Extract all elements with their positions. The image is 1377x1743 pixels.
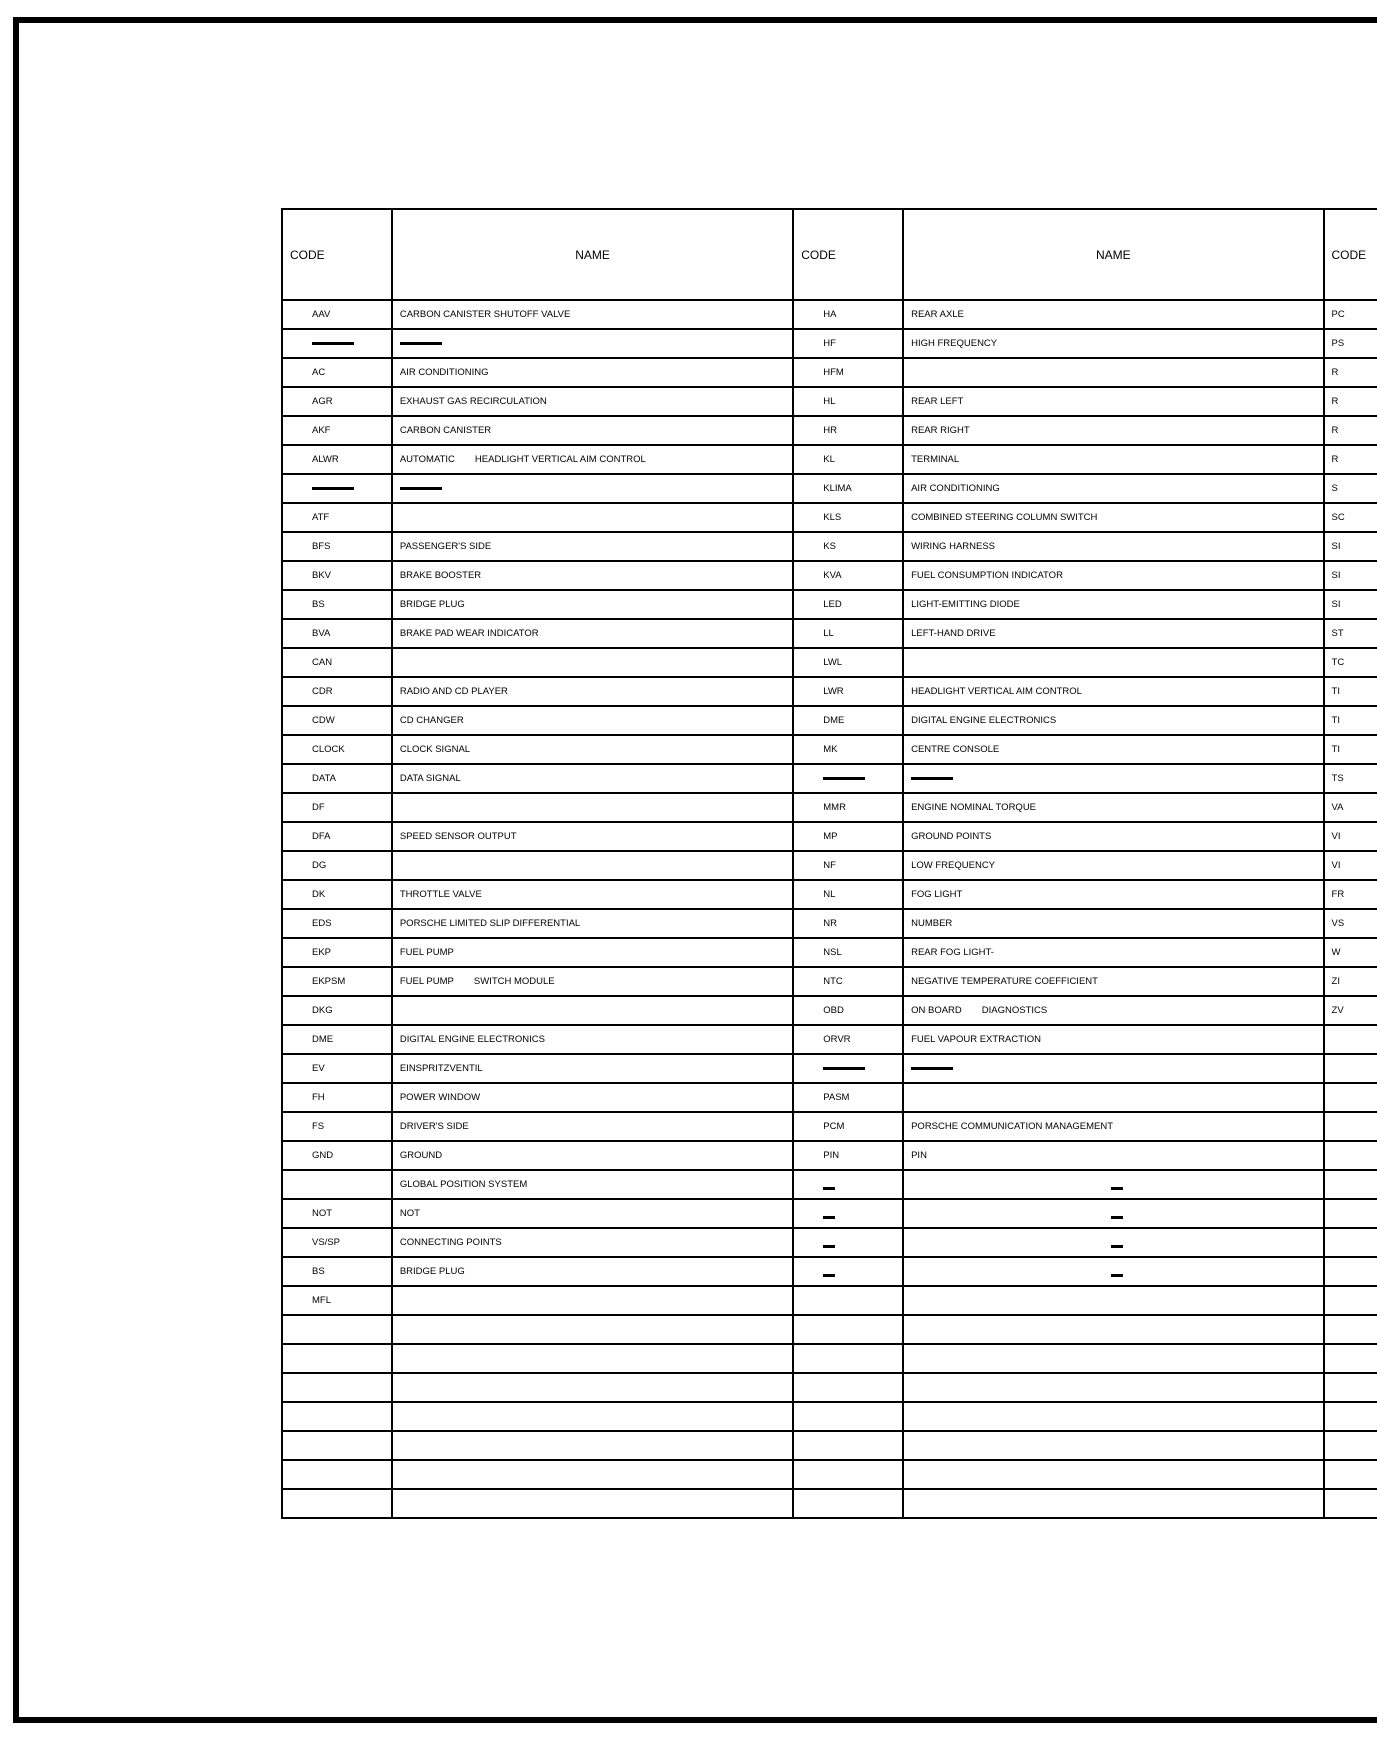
table-row: [282, 300, 1377, 329]
name-cell: [392, 474, 793, 503]
code-cell: [793, 1170, 903, 1199]
code-cell: ST: [1324, 619, 1377, 648]
code-cell: MK: [793, 735, 903, 764]
code-cell: [793, 1431, 903, 1460]
code-cell: DK: [282, 880, 392, 909]
name-cell: THROTTLE VALVE: [392, 880, 793, 909]
name-cell: REAR AXLE: [903, 300, 1323, 329]
name-cell: [392, 1286, 793, 1315]
code-cell: ZV: [1324, 996, 1377, 1025]
code-cell: ALWR: [282, 445, 392, 474]
table-row: [282, 329, 1377, 358]
name-cell: REAR FOG LIGHT-: [903, 938, 1323, 967]
name-cell: NEGATIVE TEMPERATURE COEFFICIENT: [903, 967, 1323, 996]
code-cell: SI: [1324, 590, 1377, 619]
code-cell: [793, 1460, 903, 1489]
code-cell: NF: [793, 851, 903, 880]
name-cell: [903, 1431, 1323, 1460]
code-cell: VS: [1324, 909, 1377, 938]
name-cell: HEADLIGHT VERTICAL AIM CONTROL: [903, 677, 1323, 706]
name-cell: ENGINE NOMINAL TORQUE: [903, 793, 1323, 822]
table-row: [282, 735, 1377, 764]
code-cell: EDS: [282, 909, 392, 938]
name-cell: BRIDGE PLUG: [392, 1257, 793, 1286]
name-cell: NOT: [392, 1199, 793, 1228]
name-part: DIAGNOSTICS: [981, 1005, 1048, 1016]
code-cell: [793, 1286, 903, 1315]
table-row: [282, 1170, 1377, 1199]
name-cell: [392, 1460, 793, 1489]
short-dash-mark: [823, 1245, 835, 1248]
code-cell: MMR: [793, 793, 903, 822]
table-row: [282, 1083, 1377, 1112]
name-cell: [392, 503, 793, 532]
name-cell: CARBON CANISTER SHUTOFF VALVE: [392, 300, 793, 329]
code-cell: TS: [1324, 764, 1377, 793]
code-cell: KL: [793, 445, 903, 474]
code-cell: NSL: [793, 938, 903, 967]
table-row: [282, 590, 1377, 619]
code-cell: LWL: [793, 648, 903, 677]
name-cell: NUMBER: [903, 909, 1323, 938]
dash-mark: [312, 487, 354, 490]
name-cell: [903, 648, 1323, 677]
dash-mark: [400, 487, 442, 490]
code-cell: [1324, 1344, 1377, 1373]
code-cell: CDW: [282, 706, 392, 735]
short-dash-mark: [1111, 1245, 1123, 1248]
code-cell: KVA: [793, 561, 903, 590]
code-cell: [282, 1402, 392, 1431]
table-row: [282, 1489, 1377, 1518]
name-cell: WIRING HARNESS: [903, 532, 1323, 561]
table-row: [282, 1054, 1377, 1083]
name-cell: [392, 1344, 793, 1373]
code-header-2: CODE: [793, 209, 903, 300]
code-cell: PS: [1324, 329, 1377, 358]
code-cell: CLOCK: [282, 735, 392, 764]
code-cell: NOT: [282, 1199, 392, 1228]
short-dash-mark: [823, 1187, 835, 1190]
short-dash-mark: [1111, 1187, 1123, 1190]
code-cell: [1324, 1460, 1377, 1489]
table-row: [282, 677, 1377, 706]
name-cell: [392, 967, 793, 996]
name-cell: CENTRE CONSOLE: [903, 735, 1323, 764]
name-cell: EXHAUST GAS RECIRCULATION: [392, 387, 793, 416]
code-header-3: CODE: [1324, 209, 1377, 300]
short-dash-mark: [823, 1274, 835, 1277]
name-header-1: NAME: [392, 209, 793, 300]
code-cell: GND: [282, 1141, 392, 1170]
code-cell: [1324, 1315, 1377, 1344]
code-cell: [1324, 1489, 1377, 1518]
code-cell: SC: [1324, 503, 1377, 532]
code-cell: AKF: [282, 416, 392, 445]
code-cell: [1324, 1025, 1377, 1054]
dash-mark: [312, 342, 354, 345]
table-row: [282, 1025, 1377, 1054]
code-cell: [282, 1315, 392, 1344]
name-cell: [392, 1489, 793, 1518]
abbreviation-table: [281, 208, 1377, 1519]
code-cell: KS: [793, 532, 903, 561]
name-cell: CLOCK SIGNAL: [392, 735, 793, 764]
code-cell: [282, 329, 392, 358]
name-cell: [903, 1373, 1323, 1402]
name-cell: [903, 358, 1323, 387]
table-row: [282, 1315, 1377, 1344]
short-dash-mark: [1111, 1274, 1123, 1277]
code-cell: OBD: [793, 996, 903, 1025]
name-cell: GLOBAL POSITION SYSTEM: [392, 1170, 793, 1199]
code-cell: [1324, 1083, 1377, 1112]
table-row: [282, 1257, 1377, 1286]
table-row: [282, 1228, 1377, 1257]
code-cell: EKP: [282, 938, 392, 967]
code-cell: [1324, 1257, 1377, 1286]
code-cell: [282, 474, 392, 503]
code-cell: CDR: [282, 677, 392, 706]
code-cell: R: [1324, 358, 1377, 387]
name-cell: CD CHANGER: [392, 706, 793, 735]
code-cell: EV: [282, 1054, 392, 1083]
name-cell: DRIVER'S SIDE: [392, 1112, 793, 1141]
name-part: FUEL PUMP: [399, 976, 454, 987]
name-cell: CARBON CANISTER: [392, 416, 793, 445]
name-cell: LIGHT-EMITTING DIODE: [903, 590, 1323, 619]
name-cell: RADIO AND CD PLAYER: [392, 677, 793, 706]
name-cell: FUEL PUMP: [392, 938, 793, 967]
table-row: [282, 967, 1377, 996]
name-cell: DIGITAL ENGINE ELECTRONICS: [903, 706, 1323, 735]
table-row: [282, 880, 1377, 909]
code-cell: MFL: [282, 1286, 392, 1315]
table-row: [282, 1431, 1377, 1460]
code-cell: [1324, 1286, 1377, 1315]
code-cell: [793, 764, 903, 793]
name-cell: [392, 329, 793, 358]
name-cell: AIR CONDITIONING: [392, 358, 793, 387]
code-cell: AC: [282, 358, 392, 387]
name-cell: [903, 1402, 1323, 1431]
code-cell: LED: [793, 590, 903, 619]
code-cell: R: [1324, 387, 1377, 416]
name-cell: [903, 764, 1323, 793]
code-cell: TI: [1324, 735, 1377, 764]
table-row: [282, 996, 1377, 1025]
code-cell: MP: [793, 822, 903, 851]
name-cell: [903, 1344, 1323, 1373]
name-cell: TERMINAL: [903, 445, 1323, 474]
code-cell: TI: [1324, 706, 1377, 735]
table-row: [282, 1460, 1377, 1489]
name-cell: FUEL CONSUMPTION INDICATOR: [903, 561, 1323, 590]
code-cell: W: [1324, 938, 1377, 967]
code-cell: BKV: [282, 561, 392, 590]
table-row: [282, 416, 1377, 445]
name-cell: [392, 793, 793, 822]
code-cell: S: [1324, 474, 1377, 503]
table-row: [282, 387, 1377, 416]
code-cell: DG: [282, 851, 392, 880]
code-cell: FS: [282, 1112, 392, 1141]
name-cell: [392, 648, 793, 677]
name-part: AUTOMATIC: [399, 454, 455, 465]
name-cell: FOG LIGHT: [903, 880, 1323, 909]
code-cell: KLIMA: [793, 474, 903, 503]
code-cell: ORVR: [793, 1025, 903, 1054]
code-cell: BVA: [282, 619, 392, 648]
name-cell: [392, 996, 793, 1025]
table-row: [282, 1373, 1377, 1402]
table-row: [282, 909, 1377, 938]
name-cell: POWER WINDOW: [392, 1083, 793, 1112]
name-cell: [392, 445, 793, 474]
name-cell: PORSCHE LIMITED SLIP DIFFERENTIAL: [392, 909, 793, 938]
dash-mark: [823, 777, 865, 780]
code-cell: [1324, 1141, 1377, 1170]
table-row: [282, 619, 1377, 648]
code-cell: ATF: [282, 503, 392, 532]
code-cell: DATA: [282, 764, 392, 793]
dash-mark: [400, 342, 442, 345]
table-header-row: [282, 209, 1377, 300]
code-cell: PCM: [793, 1112, 903, 1141]
table-row: [282, 938, 1377, 967]
code-cell: BS: [282, 1257, 392, 1286]
dash-mark: [823, 1067, 865, 1070]
code-cell: NL: [793, 880, 903, 909]
code-cell: TI: [1324, 677, 1377, 706]
code-cell: [1324, 1402, 1377, 1431]
code-cell: [1324, 1373, 1377, 1402]
table-row: [282, 445, 1377, 474]
code-cell: R: [1324, 416, 1377, 445]
table-row: [282, 764, 1377, 793]
name-cell: AIR CONDITIONING: [903, 474, 1323, 503]
code-cell: R: [1324, 445, 1377, 474]
table-row: [282, 793, 1377, 822]
name-cell: GROUND POINTS: [903, 822, 1323, 851]
table-row: [282, 822, 1377, 851]
name-part: ON BOARD: [911, 1005, 962, 1016]
code-cell: HFM: [793, 358, 903, 387]
name-cell: [903, 1460, 1323, 1489]
code-cell: DFA: [282, 822, 392, 851]
table-row: [282, 1112, 1377, 1141]
name-cell: BRAKE BOOSTER: [392, 561, 793, 590]
code-cell: TC: [1324, 648, 1377, 677]
table-row: [282, 1344, 1377, 1373]
code-cell: KLS: [793, 503, 903, 532]
name-cell: [392, 1431, 793, 1460]
table-row: [282, 532, 1377, 561]
code-cell: SI: [1324, 532, 1377, 561]
table-row: [282, 474, 1377, 503]
name-cell: LOW FREQUENCY: [903, 851, 1323, 880]
code-cell: [282, 1373, 392, 1402]
name-cell: [903, 1315, 1323, 1344]
table-body: [282, 300, 1377, 1518]
code-cell: PASM: [793, 1083, 903, 1112]
code-cell: PC: [1324, 300, 1377, 329]
code-cell: SI: [1324, 561, 1377, 590]
name-cell: COMBINED STEERING COLUMN SWITCH: [903, 503, 1323, 532]
code-cell: DME: [282, 1025, 392, 1054]
name-cell: DATA SIGNAL: [392, 764, 793, 793]
name-cell: EINSPRITZVENTIL: [392, 1054, 793, 1083]
name-cell: SPEED SENSOR OUTPUT: [392, 822, 793, 851]
code-cell: [282, 1489, 392, 1518]
short-dash-mark: [1111, 1216, 1123, 1219]
name-cell: [903, 1083, 1323, 1112]
name-cell: PORSCHE COMMUNICATION MANAGEMENT: [903, 1112, 1323, 1141]
code-cell: HL: [793, 387, 903, 416]
code-cell: VA: [1324, 793, 1377, 822]
table-row: [282, 1402, 1377, 1431]
dash-mark: [911, 777, 953, 780]
code-header-1: CODE: [282, 209, 392, 300]
name-cell: [903, 1170, 1323, 1199]
code-cell: [1324, 1199, 1377, 1228]
code-cell: HR: [793, 416, 903, 445]
code-cell: NTC: [793, 967, 903, 996]
table-row: [282, 1286, 1377, 1315]
name-cell: [903, 1489, 1323, 1518]
name-cell: [392, 1315, 793, 1344]
code-cell: [793, 1344, 903, 1373]
code-cell: VI: [1324, 822, 1377, 851]
code-cell: [282, 1431, 392, 1460]
code-cell: [793, 1228, 903, 1257]
code-cell: AAV: [282, 300, 392, 329]
code-cell: [282, 1170, 392, 1199]
code-cell: [1324, 1112, 1377, 1141]
table-row: [282, 648, 1377, 677]
dash-mark: [911, 1067, 953, 1070]
code-cell: NR: [793, 909, 903, 938]
code-cell: [1324, 1054, 1377, 1083]
code-cell: [793, 1199, 903, 1228]
code-cell: [793, 1257, 903, 1286]
name-cell: [903, 1257, 1323, 1286]
code-cell: [793, 1402, 903, 1431]
code-cell: [282, 1344, 392, 1373]
code-cell: HF: [793, 329, 903, 358]
table-row: [282, 358, 1377, 387]
table-row: [282, 1141, 1377, 1170]
name-part: HEADLIGHT VERTICAL AIM CONTROL: [474, 454, 646, 465]
code-cell: CAN: [282, 648, 392, 677]
name-cell: BRIDGE PLUG: [392, 590, 793, 619]
name-cell: CONNECTING POINTS: [392, 1228, 793, 1257]
code-cell: [793, 1489, 903, 1518]
name-cell: HIGH FREQUENCY: [903, 329, 1323, 358]
code-cell: HA: [793, 300, 903, 329]
table-row: [282, 706, 1377, 735]
code-cell: VS/SP: [282, 1228, 392, 1257]
name-cell: PIN: [903, 1141, 1323, 1170]
code-cell: [282, 1460, 392, 1489]
table-row: [282, 503, 1377, 532]
name-cell: FUEL VAPOUR EXTRACTION: [903, 1025, 1323, 1054]
name-cell: [903, 1054, 1323, 1083]
code-cell: [1324, 1431, 1377, 1460]
code-cell: FR: [1324, 880, 1377, 909]
code-cell: [1324, 1170, 1377, 1199]
code-cell: [793, 1315, 903, 1344]
name-cell: GROUND: [392, 1141, 793, 1170]
code-cell: DKG: [282, 996, 392, 1025]
name-cell: DIGITAL ENGINE ELECTRONICS: [392, 1025, 793, 1054]
code-cell: VI: [1324, 851, 1377, 880]
code-cell: LL: [793, 619, 903, 648]
code-cell: [1324, 1228, 1377, 1257]
table-row: [282, 1199, 1377, 1228]
code-cell: DME: [793, 706, 903, 735]
name-cell: [903, 996, 1323, 1025]
code-cell: EKPSM: [282, 967, 392, 996]
name-cell: [903, 1199, 1323, 1228]
table-row: [282, 851, 1377, 880]
code-cell: BS: [282, 590, 392, 619]
name-cell: REAR RIGHT: [903, 416, 1323, 445]
code-cell: [793, 1054, 903, 1083]
name-cell: BRAKE PAD WEAR INDICATOR: [392, 619, 793, 648]
abbreviation-table-container: [281, 208, 1377, 1519]
name-cell: [392, 1373, 793, 1402]
code-cell: [793, 1373, 903, 1402]
name-cell: PASSENGER'S SIDE: [392, 532, 793, 561]
name-part: SWITCH MODULE: [473, 976, 555, 987]
code-cell: FH: [282, 1083, 392, 1112]
name-cell: [392, 1402, 793, 1431]
name-cell: LEFT-HAND DRIVE: [903, 619, 1323, 648]
code-cell: ZI: [1324, 967, 1377, 996]
code-cell: AGR: [282, 387, 392, 416]
code-cell: BFS: [282, 532, 392, 561]
short-dash-mark: [823, 1216, 835, 1219]
table-row: [282, 561, 1377, 590]
name-cell: [903, 1228, 1323, 1257]
code-cell: DF: [282, 793, 392, 822]
name-cell: [392, 851, 793, 880]
code-cell: LWR: [793, 677, 903, 706]
name-header-2: NAME: [903, 209, 1323, 300]
name-cell: REAR LEFT: [903, 387, 1323, 416]
code-cell: PIN: [793, 1141, 903, 1170]
name-cell: [903, 1286, 1323, 1315]
